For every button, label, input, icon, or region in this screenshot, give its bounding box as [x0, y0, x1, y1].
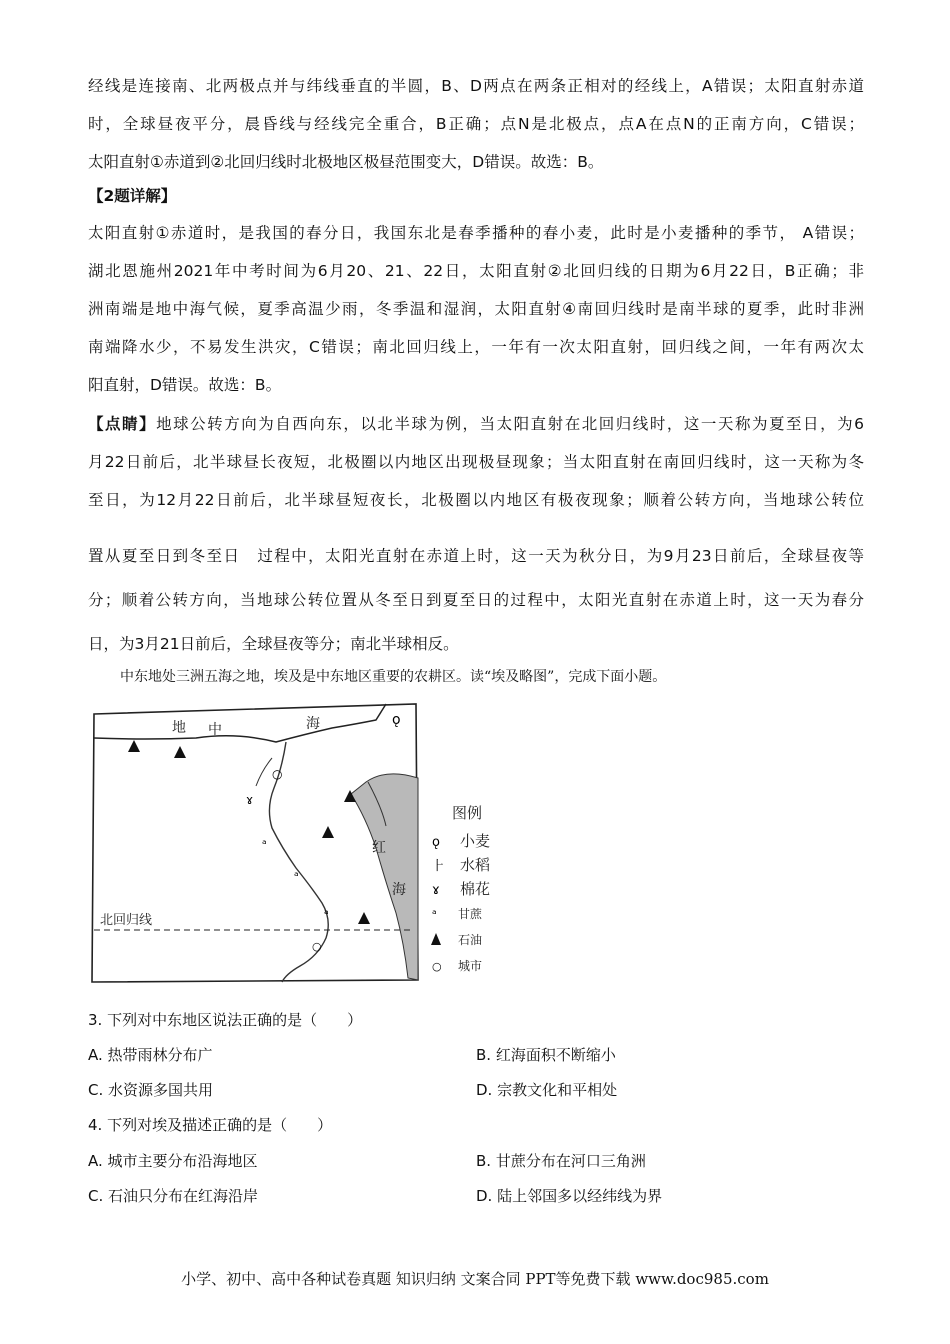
- tropic-label: 北回归线: [100, 913, 153, 928]
- question-3-stem: 3. 下列对中东地区说法正确的是（ ）: [88, 1011, 363, 1029]
- explanation-1: [88, 67, 864, 181]
- text-line: 月22日前后，北半球昼长夜短，北极圈以内地区出现极昼现象；当太阳直射在南回归线时，这一天称为冬: [88, 453, 864, 471]
- text-line: 经线是连接南、北两极点并与纬线垂直的半圆，B、D两点在两条正相对的经线上，A错误；太阳直射赤道: [88, 77, 864, 95]
- sugarcane-icon: ᵃ: [262, 837, 267, 851]
- sugarcane-icon: ᵃ: [324, 907, 329, 921]
- legend-label: 石油: [458, 933, 483, 947]
- option-a[interactable]: A. 城市主要分布沿海地区: [88, 1152, 258, 1170]
- text-line: 分；顺着公转方向，当地球公转位置从冬至日到夏至日的过程中，太阳光直射在赤道上时，这一天为春分: [88, 591, 864, 609]
- text-line: [88, 405, 864, 443]
- text-line: 阳直射，D错误。故选：B。: [88, 376, 282, 394]
- text-line: 湖北恩施州2021年中考时间为6月20、21、22日，太阳直射②北回归线的日期为6月22日，B正确；非: [88, 262, 864, 280]
- city-icon: ○: [312, 940, 322, 953]
- city-icon: ○: [432, 960, 442, 973]
- legend-label: 棉花: [460, 880, 491, 898]
- rice-icon: ⺊: [432, 859, 446, 874]
- sea-label: 地: [172, 720, 186, 736]
- sea-label: 红: [372, 840, 386, 856]
- tip-block-continued: [88, 534, 864, 666]
- egypt-map: [86, 698, 506, 984]
- cotton-icon: ɤ: [246, 793, 254, 807]
- detail-2-heading: 【2题详解】: [88, 187, 177, 205]
- legend-label: 甘蔗: [458, 907, 483, 921]
- wheat-icon: ǫ: [432, 835, 440, 850]
- sea-label: 海: [306, 716, 320, 732]
- text-line: 时，全球昼夜平分，晨昏线与经线完全重合，B正确；点N是北极点，点A在点N的正南方向，C错误；: [88, 115, 864, 133]
- tip-label: 【点睛】: [88, 415, 157, 433]
- sugarcane-icon: ᵃ: [432, 907, 437, 921]
- page-footer: 小学、初中、高中各种试卷真题 知识归纳 文案合同 PPT等免费下载 www.doc985.com: [181, 1270, 769, 1288]
- legend-label: 小麦: [460, 832, 491, 850]
- text-line: 日，为3月21日前后，全球昼夜等分；南北半球相反。: [88, 635, 459, 653]
- cotton-icon: ɤ: [432, 883, 440, 898]
- red-sea: [351, 774, 418, 980]
- text-line: 至日，为12月22日前后，北半球昼短夜长，北极圈以内地区有极夜现象；顺着公转方向，当地球公转位: [88, 491, 864, 509]
- river-branch: [256, 758, 272, 786]
- option-b[interactable]: B. 甘蔗分布在河口三角洲: [476, 1152, 646, 1170]
- option-c[interactable]: C. 水资源多国共用: [88, 1081, 214, 1099]
- legend-label: 水稻: [460, 856, 491, 874]
- city-icon: ○: [272, 767, 283, 781]
- option-b[interactable]: B. 红海面积不断缩小: [476, 1046, 616, 1064]
- oil-icon: [128, 740, 140, 752]
- tip-block: [88, 405, 864, 519]
- option-a[interactable]: A. 热带雨林分布广: [88, 1046, 213, 1064]
- text-line: 太阳直射①赤道到②北回归线时北极地区极昼范围变大，D错误。故选：B。: [88, 153, 604, 171]
- question-4-stem: 4. 下列对埃及描述正确的是（ ）: [88, 1116, 333, 1134]
- text-line: 洲南端是地中海气候，夏季高温少雨，冬季温和湿润，太阳直射④南回归线时是南半球的夏季，此时非洲: [88, 300, 864, 318]
- tip-text: 地球公转方向为自西向东，以北半球为例，当太阳直射在北回归线时，这一天称为夏至日，为6: [156, 415, 864, 433]
- oil-icon: [431, 933, 441, 945]
- text-line: 置从夏至日到冬至日 过程中，太阳光直射在赤道上时，这一天为秋分日，为9月23日前后，全球昼夜等: [88, 547, 864, 565]
- option-c[interactable]: C. 石油只分布在红海沿岸: [88, 1187, 259, 1205]
- sugarcane-icon: ᵃ: [294, 869, 299, 883]
- oil-icon: [322, 826, 334, 838]
- option-d[interactable]: D. 陆上邻国多以经纬线为界: [476, 1187, 663, 1205]
- sea-label: 海: [392, 882, 406, 898]
- text-line: 南端降水少，不易发生洪灾，C错误；南北回归线上，一年有一次太阳直射，回归线之间，一年有两次太: [88, 338, 864, 356]
- text-line: 太阳直射①赤道时，是我国的春分日，我国东北是春季播种的春小麦，此时是小麦播种的季节， A错误；: [88, 224, 864, 242]
- legend-label: 城市: [458, 959, 483, 973]
- question-intro: 中东地处三洲五海之地，埃及是中东地区重要的农耕区。读“埃及略图”，完成下面小题。: [120, 669, 667, 685]
- oil-icon: [174, 746, 186, 758]
- sea-label: 中: [208, 722, 222, 738]
- map-frame: [92, 704, 418, 982]
- detail-2: [88, 178, 864, 404]
- map-legend: [431, 804, 490, 973]
- wheat-icon: ǫ: [392, 712, 401, 728]
- oil-icon: [358, 912, 370, 924]
- legend-title: 图例: [452, 804, 483, 822]
- option-d[interactable]: D. 宗教文化和平相处: [476, 1081, 618, 1099]
